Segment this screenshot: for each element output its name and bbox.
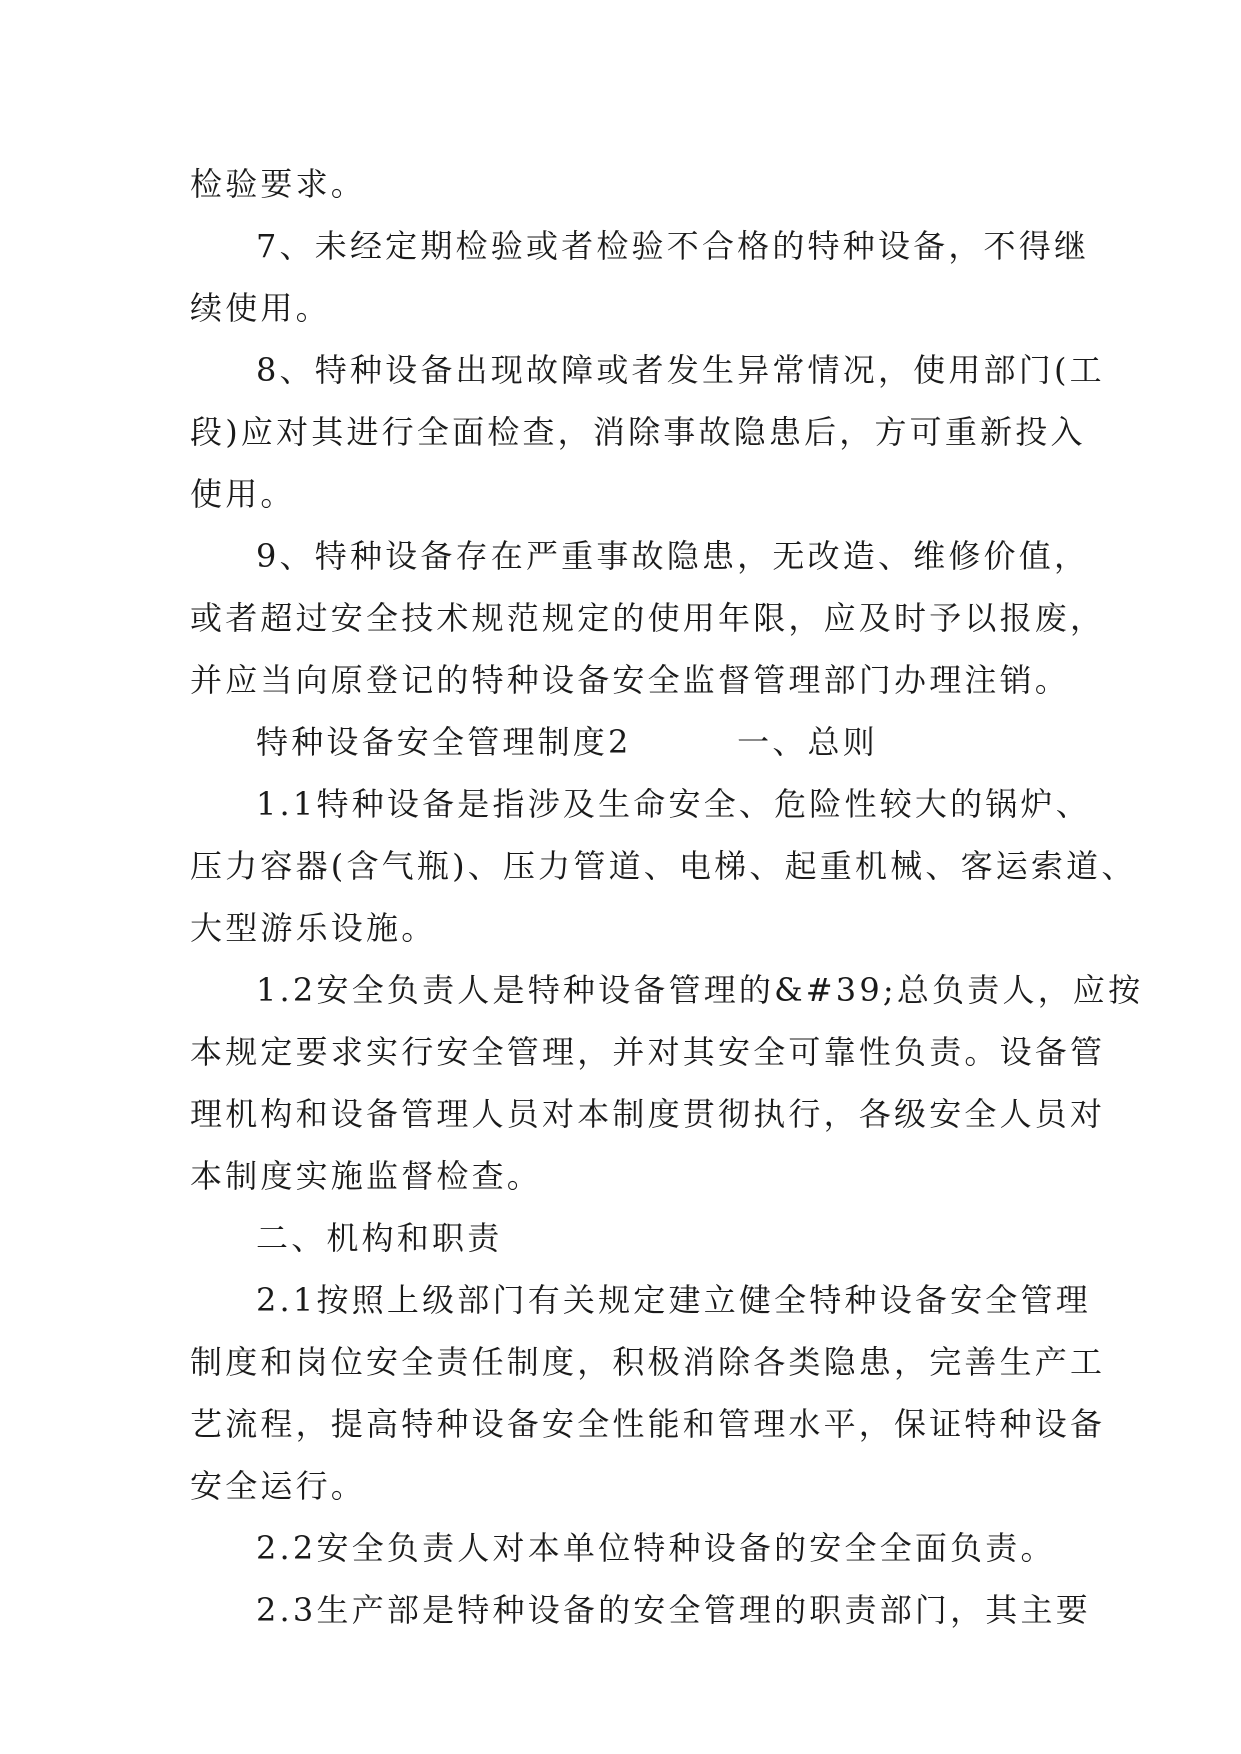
text-line: 制度和岗位安全责任制度，积极消除各类隐患，完善生产工 (190, 1343, 1106, 1381)
text-line: 本规定要求实行安全管理，并对其安全可靠性负责。设备管 (190, 1033, 1106, 1071)
text-line: 艺流程，提高特种设备安全性能和管理水平，保证特种设备 (190, 1405, 1106, 1443)
text-line: 8、特种设备出现故障或者发生异常情况，使用部门(工 (256, 351, 1105, 389)
text-line: 并应当向原登记的特种设备安全监督管理部门办理注销。 (190, 661, 1071, 699)
text-line: 检验要求。 (190, 165, 367, 203)
text-line: 9、特种设备存在严重事故隐患，无改造、维修价值， (256, 537, 1090, 575)
text-line: 理机构和设备管理人员对本制度贯彻执行，各级安全人员对 (190, 1095, 1106, 1133)
text-line: 2.3生产部是特种设备的安全管理的职责部门，其主要 (256, 1591, 1091, 1629)
text-line: 使用。 (190, 475, 296, 513)
text-line: 1.1特种设备是指涉及生命安全、危险性较大的锅炉、 (256, 785, 1091, 823)
text-line: 1.2安全负责人是特种设备管理的&#39;总负责人，应按 (256, 971, 1144, 1009)
text-line: 7、未经定期检验或者检验不合格的特种设备，不得继 (256, 227, 1090, 265)
text-line: 安全运行。 (190, 1467, 367, 1505)
text-line: 大型游乐设施。 (190, 909, 437, 947)
text-line: 段)应对其进行全面检查，消除事故隐患后，方可重新投入 (190, 413, 1086, 451)
text-line: 或者超过安全技术规范规定的使用年限，应及时予以报废， (190, 599, 1106, 637)
text-line: 续使用。 (190, 289, 331, 327)
section-heading: 二、机构和职责 (256, 1219, 503, 1257)
text-line: 压力容器(含气瓶)、压力管道、电梯、起重机械、客运索道、 (190, 847, 1137, 885)
section-heading: 特种设备安全管理制度2 一、总则 (256, 723, 878, 761)
text-line: 2.2安全负责人对本单位特种设备的安全全面负责。 (256, 1529, 1056, 1567)
text-line: 本制度实施监督检查。 (190, 1157, 543, 1195)
text-line: 2.1按照上级部门有关规定建立健全特种设备安全管理 (256, 1281, 1091, 1319)
